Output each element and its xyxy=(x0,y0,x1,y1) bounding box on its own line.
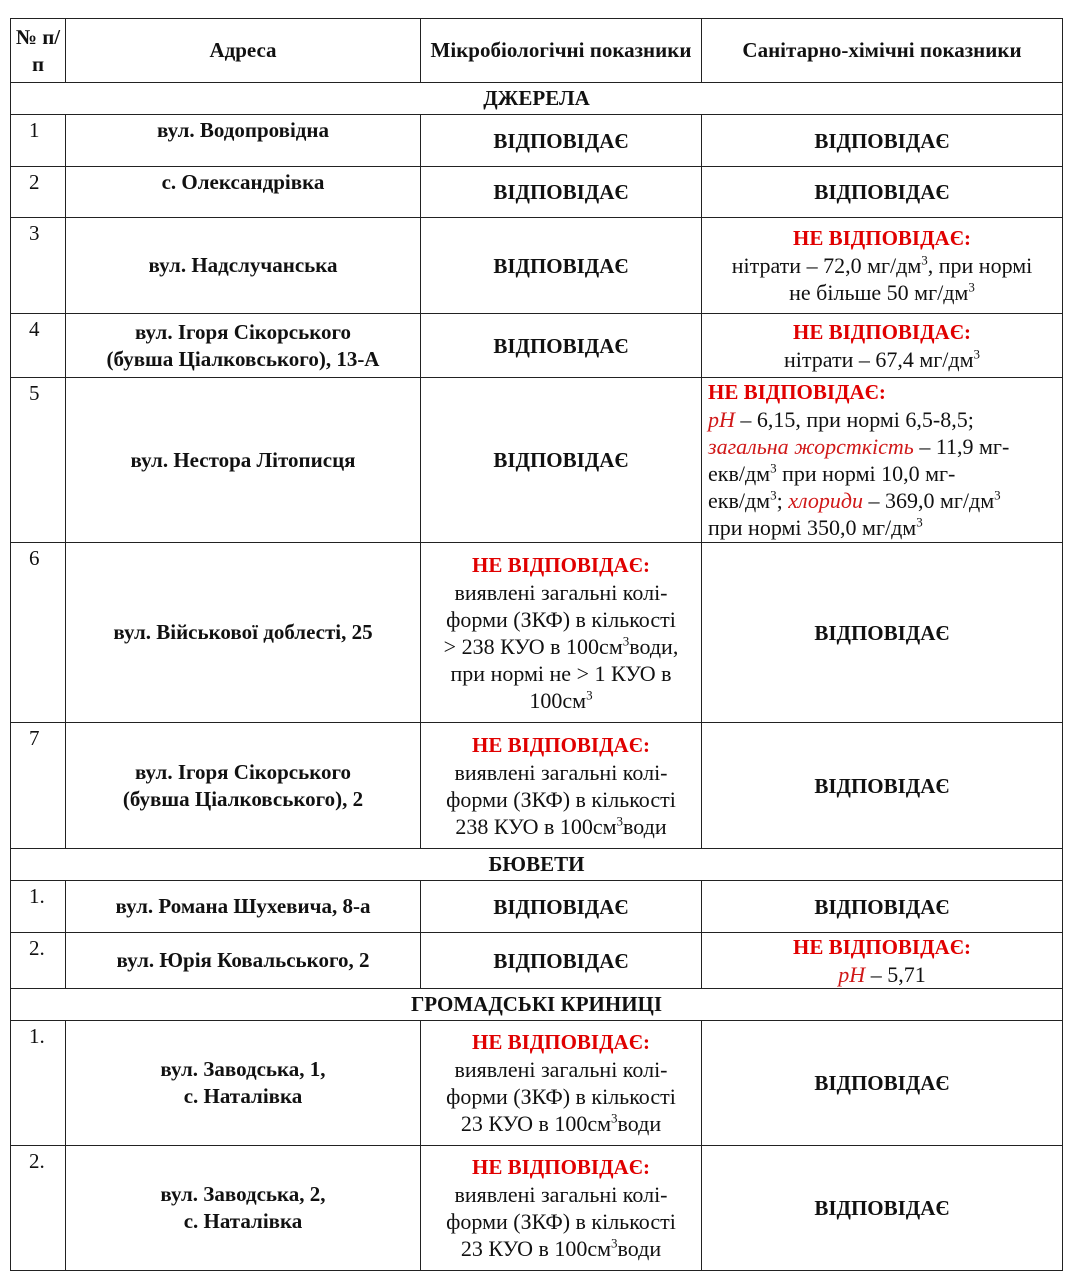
detail-line: 238 КУО в $100см^3води$ xyxy=(455,813,667,839)
header-num: № п/п xyxy=(11,19,66,83)
status-ok: ВІДПОВІДАЄ xyxy=(493,180,629,204)
micro-cell xyxy=(421,1146,702,1271)
address-line: вул. Заводська, 2, xyxy=(160,1182,326,1206)
detail-line: pH – 6,15, при нормі 6,5-8,5; xyxy=(708,407,974,432)
detail-line: не більше 50 $мг/дм^3$ xyxy=(789,279,975,305)
superscript: 3 xyxy=(770,487,777,503)
status-fail: НЕ ВІДПОВІДАЄ: xyxy=(472,732,650,757)
detail-line: при нормі не > 1 КУО в xyxy=(450,660,672,686)
detail-line: форми (ЗКФ) в кількості xyxy=(446,1084,676,1109)
table-row xyxy=(11,723,1063,849)
detail-line: форми (ЗКФ) в кількості xyxy=(446,786,676,812)
detail-line: 23 КУО в $100см^3води$ xyxy=(460,1110,662,1136)
table-row xyxy=(11,1146,1063,1271)
status-ok: ВІДПОВІДАЄ xyxy=(493,948,629,973)
address-cell xyxy=(66,933,421,989)
superscript: 3 xyxy=(968,279,975,295)
address-line: вул. Романа Шухевича, 8-а xyxy=(115,894,371,918)
chem-cell xyxy=(702,723,1063,849)
detail-line: форми (ЗКФ) в кількості xyxy=(446,606,676,632)
detail-line: форми (ЗКФ) в кількості xyxy=(446,1209,676,1234)
detail-line: загальна жорсткість – 11,9 мг- xyxy=(708,434,1010,459)
row-number: 5 xyxy=(11,378,66,543)
chem-cell xyxy=(702,167,1063,218)
detail-line: 23 КУО в $100см^3води$ xyxy=(460,1235,662,1261)
address-cell xyxy=(66,314,421,378)
micro-cell xyxy=(421,1021,702,1146)
header-micro: Мікробіологічні показники xyxy=(421,19,702,83)
section-title: БЮВЕТИ xyxy=(11,849,1063,881)
superscript: 3 xyxy=(611,1110,618,1126)
status-fail: НЕ ВІДПОВІДАЄ: xyxy=(472,552,650,577)
status-ok: ВІДПОВІДАЄ xyxy=(493,894,629,919)
status-ok: ВІДПОВІДАЄ xyxy=(814,1196,950,1220)
status-fail: НЕ ВІДПОВІДАЄ: xyxy=(793,934,971,959)
chem-cell xyxy=(702,314,1063,378)
address-line: (бувша Ціалковського), 2 xyxy=(122,786,364,811)
superscript: 3 xyxy=(973,346,981,362)
table-row xyxy=(11,378,1063,543)
chem-cell xyxy=(702,378,1063,543)
superscript: 3 xyxy=(622,633,630,649)
detail-line: виявлені загальні колі- xyxy=(454,759,668,785)
chem-cell xyxy=(702,115,1063,167)
row-number: 2. xyxy=(11,1146,66,1271)
superscript: 3 xyxy=(994,487,1001,503)
micro-cell xyxy=(421,167,702,218)
water-quality-table xyxy=(10,18,1063,1271)
row-number: 7 xyxy=(11,723,66,849)
row-number: 2. xyxy=(11,933,66,989)
status-ok: ВІДПОВІДАЄ xyxy=(493,128,629,153)
status-ok: ВІДПОВІДАЄ xyxy=(814,620,950,645)
micro-cell xyxy=(421,378,702,543)
status-ok: ВІДПОВІДАЄ xyxy=(814,894,950,919)
address-cell xyxy=(66,378,421,543)
address-line: вул. Заводська, 1, xyxy=(160,1057,326,1081)
status-ok: ВІДПОВІДАЄ xyxy=(493,253,629,278)
table-row xyxy=(11,881,1063,933)
status-fail: НЕ ВІДПОВІДАЄ: xyxy=(472,1030,650,1054)
micro-cell xyxy=(421,218,702,314)
micro-cell xyxy=(421,543,702,723)
detail-line: нітрати – 72,0 $мг/дм^3$, при нормі xyxy=(731,252,1033,278)
row-number: 4 xyxy=(11,314,66,378)
detail-line: екв/$дм^3$ при нормі 10,0 мг- xyxy=(708,460,956,486)
address-line: вул. Військової доблесті, 25 xyxy=(113,620,373,644)
address-line: с. Наталівка xyxy=(183,1209,303,1233)
row-number: 6 xyxy=(11,543,66,723)
detail-line: виявлені загальні колі- xyxy=(454,579,668,605)
status-fail: НЕ ВІДПОВІДАЄ: xyxy=(472,1155,650,1179)
address-line: вул. Ігоря Сікорського xyxy=(134,319,352,344)
row-number: 3 xyxy=(11,218,66,314)
address-cell xyxy=(66,543,421,723)
table-row xyxy=(11,933,1063,989)
section-row xyxy=(11,989,1063,1021)
address-line: с. Олександрівка xyxy=(161,170,325,194)
superscript: 3 xyxy=(921,252,928,268)
section-row xyxy=(11,849,1063,881)
table-row xyxy=(11,218,1063,314)
detail-line: > 238 КУО в $100см^3води$, xyxy=(443,633,679,659)
row-number: 1 xyxy=(11,115,66,167)
detail-line: виявлені загальні колі- xyxy=(454,1057,668,1082)
status-fail: НЕ ВІДПОВІДАЄ: xyxy=(793,226,971,250)
micro-cell xyxy=(421,933,702,989)
chem-cell xyxy=(702,1146,1063,1271)
status-ok: ВІДПОВІДАЄ xyxy=(493,333,629,358)
superscript: 3 xyxy=(916,514,923,530)
status-fail: НЕ ВІДПОВІДАЄ: xyxy=(708,380,886,404)
superscript: 3 xyxy=(586,687,593,703)
indicator-name: хлориди xyxy=(788,488,863,513)
table-row xyxy=(11,1021,1063,1146)
micro-cell xyxy=(421,723,702,849)
table-row xyxy=(11,167,1063,218)
status-ok: ВІДПОВІДАЄ xyxy=(493,448,629,472)
address-cell xyxy=(66,723,421,849)
superscript: 3 xyxy=(616,813,624,829)
detail-line: виявлені загальні колі- xyxy=(454,1182,668,1207)
address-cell xyxy=(66,1146,421,1271)
header-address: Адреса xyxy=(66,19,421,83)
indicator-name: pH xyxy=(708,407,735,432)
chem-cell xyxy=(702,218,1063,314)
micro-cell xyxy=(421,881,702,933)
address-line: вул. Водопровідна xyxy=(156,118,330,142)
address-line: (бувша Ціалковського), 13-А xyxy=(106,346,380,371)
chem-cell xyxy=(702,1021,1063,1146)
status-fail: НЕ ВІДПОВІДАЄ: xyxy=(793,319,971,344)
detail-line: $100см^3$ xyxy=(529,687,593,713)
superscript: 3 xyxy=(770,460,777,476)
table-row xyxy=(11,314,1063,378)
address-cell xyxy=(66,167,421,218)
address-cell xyxy=(66,115,421,167)
address-line: вул. Юрія Ковальського, 2 xyxy=(116,948,370,972)
header-chem: Санітарно-хімічні показники xyxy=(702,19,1063,83)
section-row xyxy=(11,83,1063,115)
header-row xyxy=(11,19,1063,83)
section-title: ДЖЕРЕЛА xyxy=(11,83,1063,115)
row-number: 2 xyxy=(11,167,66,218)
status-ok: ВІДПОВІДАЄ xyxy=(814,1071,950,1095)
status-ok: ВІДПОВІДАЄ xyxy=(814,773,950,798)
table-row xyxy=(11,115,1063,167)
detail-line: при нормі 350,0 $мг/дм^3$ xyxy=(708,514,923,540)
micro-cell xyxy=(421,115,702,167)
detail-line: екв/$дм^3$; хлориди – 369,0 $мг/дм^3$ xyxy=(708,487,1001,513)
detail-line: нітрати – 67,4 $мг/дм^3$ xyxy=(783,346,981,372)
chem-cell xyxy=(702,881,1063,933)
address-line: с. Наталівка xyxy=(183,1084,303,1108)
chem-cell xyxy=(702,543,1063,723)
status-ok: ВІДПОВІДАЄ xyxy=(814,180,950,204)
address-cell xyxy=(66,218,421,314)
chem-cell xyxy=(702,933,1063,989)
address-line: вул. Нестора Літописця xyxy=(130,447,356,472)
status-ok: ВІДПОВІДАЄ xyxy=(814,128,950,153)
indicator-name: загальна жорсткість xyxy=(708,434,914,459)
row-number: 1. xyxy=(11,881,66,933)
micro-cell xyxy=(421,314,702,378)
detail-line: pH – 5,71 xyxy=(838,961,926,987)
table-row xyxy=(11,543,1063,723)
address-line: вул. Ігоря Сікорського xyxy=(134,759,352,784)
superscript: 3 xyxy=(611,1235,618,1251)
address-line: вул. Надслучанська xyxy=(148,253,338,277)
section-title: ГРОМАДСЬКІ КРИНИЦІ xyxy=(11,989,1063,1021)
row-number: 1. xyxy=(11,1021,66,1146)
address-cell xyxy=(66,1021,421,1146)
address-cell xyxy=(66,881,421,933)
indicator-name: pH xyxy=(838,961,866,987)
